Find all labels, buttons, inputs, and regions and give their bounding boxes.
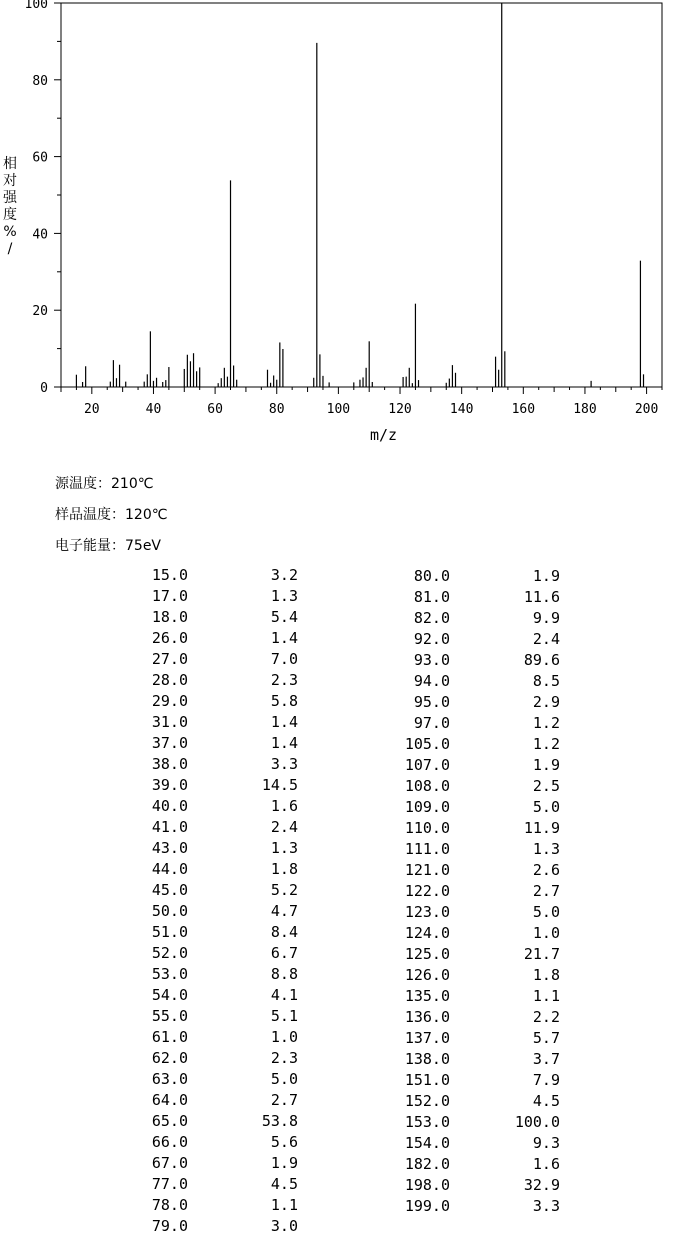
intensity-value: 1.0 [270, 1028, 298, 1046]
intensity-value: 1.8 [270, 860, 298, 878]
mz-value: 126.0 [404, 966, 450, 984]
mz-value: 137.0 [404, 1029, 450, 1047]
intensity-value: 11.6 [523, 588, 560, 606]
intensity-value: 7.9 [532, 1071, 560, 1089]
mz-value: 124.0 [404, 924, 450, 942]
mz-value: 27.0 [151, 650, 188, 668]
mz-value: 31.0 [151, 713, 188, 731]
mz-value: 92.0 [413, 630, 450, 648]
y-tick-label: 20 [32, 304, 48, 320]
mz-value: 15.0 [151, 566, 188, 584]
intensity-value: 53.8 [261, 1112, 298, 1130]
intensity-value: 1.4 [270, 713, 298, 731]
mz-value: 54.0 [151, 986, 188, 1004]
mz-value: 151.0 [404, 1071, 450, 1089]
intensity-value: 1.9 [270, 1154, 298, 1172]
intensity-value: 1.3 [270, 839, 298, 857]
intensity-value: 4.1 [270, 986, 298, 1004]
intensity-value: 2.4 [270, 818, 298, 836]
intensity-value: 5.2 [270, 881, 298, 899]
intensity-value: 2.3 [270, 1049, 298, 1067]
intensity-value: 2.3 [270, 671, 298, 689]
intensity-value: 5.0 [270, 1070, 298, 1088]
condition-value: 120℃ [125, 507, 168, 523]
mz-value: 182.0 [404, 1155, 450, 1173]
mass-spectrum-chart [0, 0, 680, 450]
intensity-value: 89.6 [523, 651, 560, 669]
intensity-value: 21.7 [523, 945, 560, 963]
mz-value: 55.0 [151, 1007, 188, 1025]
intensity-value: 8.8 [270, 965, 298, 983]
intensity-value: 1.1 [270, 1196, 298, 1214]
mz-value: 108.0 [404, 777, 450, 795]
intensity-value: 4.5 [532, 1092, 560, 1110]
intensity-value: 32.9 [523, 1176, 560, 1194]
plot-frame [61, 3, 662, 387]
intensity-value: 2.7 [532, 882, 560, 900]
y-tick-label: 100 [24, 0, 48, 12]
mz-value: 62.0 [151, 1049, 188, 1067]
intensity-value: 2.7 [270, 1091, 298, 1109]
mz-value: 18.0 [151, 608, 188, 626]
mz-value: 154.0 [404, 1134, 450, 1152]
condition-value: 210℃ [111, 476, 154, 492]
intensity-value: 5.6 [270, 1133, 298, 1151]
y-axis-label: 相对强度% / [3, 156, 17, 257]
intensity-value: 8.4 [270, 923, 298, 941]
intensity-value: 9.3 [532, 1134, 560, 1152]
mz-value: 38.0 [151, 755, 188, 773]
mz-value: 110.0 [404, 819, 450, 837]
x-tick-label: 20 [83, 402, 100, 417]
mz-value: 97.0 [413, 714, 450, 732]
condition-line [55, 535, 161, 555]
mz-value: 26.0 [151, 629, 188, 647]
mz-value: 44.0 [151, 860, 188, 878]
mz-value: 81.0 [413, 588, 450, 606]
mz-value: 82.0 [413, 609, 450, 627]
intensity-value: 1.4 [270, 734, 298, 752]
condition-value: 75eV [125, 538, 162, 554]
intensity-value: 5.1 [270, 1007, 298, 1025]
x-tick-label: 40 [145, 402, 162, 417]
mz-value: 45.0 [151, 881, 188, 899]
mz-value: 65.0 [151, 1112, 188, 1130]
mz-value: 78.0 [151, 1196, 188, 1214]
intensity-value: 1.8 [532, 966, 560, 984]
condition-label: 样品温度： [55, 507, 125, 523]
intensity-value: 11.9 [523, 819, 560, 837]
condition-label: 电子能量： [55, 538, 125, 554]
mz-value: 198.0 [404, 1176, 450, 1194]
x-tick-label: 140 [449, 402, 474, 417]
mz-value: 125.0 [404, 945, 450, 963]
mz-value: 152.0 [404, 1092, 450, 1110]
mz-value: 107.0 [404, 756, 450, 774]
mz-value: 17.0 [151, 587, 188, 605]
mz-value: 79.0 [151, 1217, 188, 1235]
mz-value: 138.0 [404, 1050, 450, 1068]
condition-label: 源温度： [55, 476, 111, 492]
intensity-value: 9.9 [532, 609, 560, 627]
mz-value: 77.0 [151, 1175, 188, 1193]
x-tick-label: 100 [326, 402, 351, 417]
intensity-value: 5.0 [532, 903, 560, 921]
intensity-value: 1.9 [532, 756, 560, 774]
intensity-value: 1.2 [532, 735, 560, 753]
intensity-value: 3.0 [270, 1217, 298, 1235]
intensity-value: 2.4 [532, 630, 560, 648]
x-tick-label: 80 [268, 402, 285, 417]
mz-value: 109.0 [404, 798, 450, 816]
mz-value: 95.0 [413, 693, 450, 711]
intensity-value: 2.6 [532, 861, 560, 879]
intensity-value: 4.7 [270, 902, 298, 920]
mz-value: 50.0 [151, 902, 188, 920]
mz-value: 52.0 [151, 944, 188, 962]
mz-value: 66.0 [151, 1133, 188, 1151]
mz-value: 105.0 [404, 735, 450, 753]
y-tick-label: 40 [32, 227, 48, 243]
intensity-value: 5.7 [532, 1029, 560, 1047]
mz-value: 136.0 [404, 1008, 450, 1026]
mz-value: 121.0 [404, 861, 450, 879]
mz-value: 80.0 [413, 567, 450, 585]
mz-value: 53.0 [151, 965, 188, 983]
condition-line [55, 473, 153, 493]
mz-value: 123.0 [404, 903, 450, 921]
x-tick-label: 200 [634, 402, 659, 417]
mz-value: 51.0 [151, 923, 188, 941]
mz-value: 64.0 [151, 1091, 188, 1109]
mz-value: 29.0 [151, 692, 188, 710]
mz-value: 93.0 [413, 651, 450, 669]
intensity-value: 7.0 [270, 650, 298, 668]
intensity-value: 3.7 [532, 1050, 560, 1068]
y-tick-label: 0 [40, 381, 48, 396]
intensity-value: 4.5 [270, 1175, 298, 1193]
x-tick-label: 180 [573, 402, 597, 417]
mz-value: 37.0 [151, 734, 188, 752]
mz-value: 43.0 [151, 839, 188, 857]
mz-value: 111.0 [404, 840, 450, 858]
mz-value: 28.0 [151, 671, 188, 689]
x-tick-label: 60 [207, 402, 223, 417]
x-tick-label: 120 [388, 402, 412, 417]
intensity-value: 2.2 [532, 1008, 560, 1026]
condition-line [55, 504, 167, 524]
y-tick-label: 60 [32, 150, 48, 166]
intensity-value: 1.3 [270, 587, 298, 605]
intensity-value: 100.0 [514, 1113, 560, 1131]
intensity-value: 1.2 [532, 714, 560, 732]
mz-value: 63.0 [151, 1070, 188, 1088]
intensity-value: 1.9 [532, 567, 560, 585]
mz-value: 61.0 [151, 1028, 188, 1046]
x-tick-label: 160 [511, 402, 536, 417]
intensity-value: 3.3 [532, 1197, 560, 1215]
intensity-value: 5.4 [270, 608, 298, 626]
mz-value: 39.0 [151, 776, 188, 794]
mz-value: 41.0 [151, 818, 188, 836]
intensity-value: 1.4 [270, 629, 298, 647]
intensity-value: 3.2 [270, 566, 298, 584]
mz-value: 40.0 [151, 797, 188, 815]
intensity-value: 1.0 [532, 924, 560, 942]
intensity-value: 8.5 [532, 672, 560, 690]
intensity-value: 1.3 [532, 840, 560, 858]
intensity-value: 1.6 [270, 797, 298, 815]
mz-value: 67.0 [151, 1154, 188, 1172]
x-axis-label: m/z [369, 426, 398, 444]
mz-value: 199.0 [404, 1197, 450, 1215]
mz-value: 122.0 [404, 882, 450, 900]
intensity-value: 5.8 [270, 692, 298, 710]
intensity-value: 14.5 [261, 776, 298, 794]
mz-value: 135.0 [404, 987, 450, 1005]
y-tick-label: 80 [32, 73, 48, 89]
intensity-value: 3.3 [270, 755, 298, 773]
intensity-value: 1.6 [532, 1155, 560, 1173]
intensity-value: 2.9 [532, 693, 560, 711]
mz-value: 94.0 [413, 672, 450, 690]
intensity-value: 6.7 [270, 944, 298, 962]
mz-value: 153.0 [404, 1113, 450, 1131]
intensity-value: 5.0 [532, 798, 560, 816]
intensity-value: 2.5 [532, 777, 560, 795]
intensity-value: 1.1 [532, 987, 560, 1005]
